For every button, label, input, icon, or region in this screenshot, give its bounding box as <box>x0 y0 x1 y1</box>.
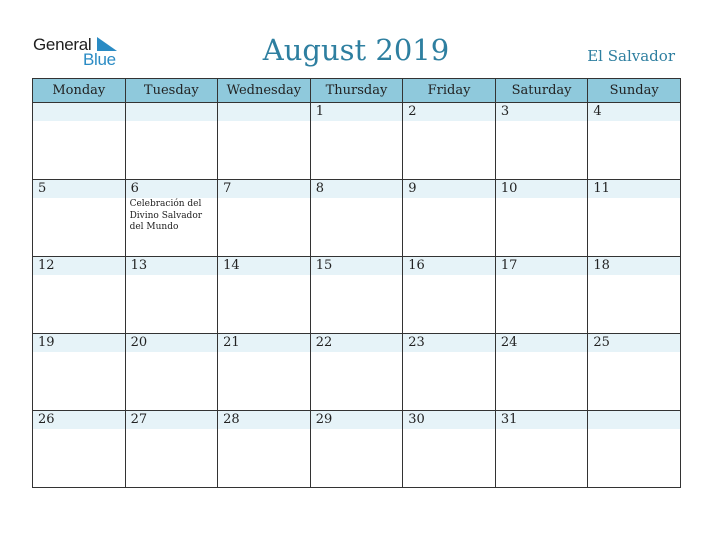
day-number: 29 <box>315 412 333 427</box>
day-cell <box>403 103 496 180</box>
day-cell <box>403 411 496 488</box>
day-number-band <box>588 103 680 121</box>
week-row <box>33 411 681 488</box>
day-number-band <box>311 103 403 121</box>
day-cell <box>495 334 588 411</box>
day-cell <box>33 103 126 180</box>
day-number-band <box>496 103 588 121</box>
weekday-tuesday: Tuesday <box>125 79 218 103</box>
day-number-band <box>126 103 218 121</box>
day-cell <box>310 257 403 334</box>
day-number: 23 <box>408 335 425 350</box>
day-number: 1 <box>315 104 324 119</box>
day-cell <box>310 180 403 257</box>
weekday-friday: Friday <box>403 79 496 103</box>
day-number: 27 <box>130 412 148 427</box>
day-number-band <box>311 180 403 198</box>
day-number: 8 <box>315 181 324 196</box>
day-cell <box>125 411 218 488</box>
calendar-title: August 2019 <box>262 33 450 67</box>
day-cell <box>33 257 126 334</box>
week-row <box>33 180 681 257</box>
day-cell <box>125 180 218 257</box>
day-cell <box>218 411 311 488</box>
day-cell <box>218 180 311 257</box>
day-number: 30 <box>408 412 425 427</box>
day-cell <box>495 103 588 180</box>
day-number-band <box>126 180 218 198</box>
weekday-sunday: Sunday <box>588 79 681 103</box>
day-number: 15 <box>315 258 333 273</box>
day-number: 20 <box>130 335 148 350</box>
day-number: 28 <box>223 412 240 427</box>
day-number: 21 <box>223 335 240 350</box>
weekday-header-row <box>33 79 681 103</box>
week-row <box>33 334 681 411</box>
day-cell <box>495 411 588 488</box>
logo-text-blue: Blue <box>83 50 116 69</box>
day-number: 14 <box>223 258 240 273</box>
day-cell <box>495 257 588 334</box>
day-cell <box>218 334 311 411</box>
weekday-monday: Monday <box>33 79 126 103</box>
weekday-thursday: Thursday <box>310 79 403 103</box>
week-row <box>33 257 681 334</box>
calendar-grid <box>32 78 681 488</box>
day-number: 22 <box>315 335 333 350</box>
day-cell <box>403 180 496 257</box>
day-number: 12 <box>38 258 55 273</box>
day-cell <box>588 257 681 334</box>
day-cell <box>588 103 681 180</box>
day-number-band <box>33 180 125 198</box>
day-number: 3 <box>500 104 510 119</box>
day-number: 16 <box>408 258 425 273</box>
day-number-band <box>218 180 310 198</box>
day-number: 31 <box>500 412 518 427</box>
holiday-event: Celebración del Divino Salvador del Mundo <box>129 199 203 232</box>
logo-text-general: General <box>33 35 92 54</box>
day-cell <box>218 257 311 334</box>
day-cell <box>310 411 403 488</box>
day-number: 4 <box>593 104 602 119</box>
day-number-band <box>33 103 125 121</box>
day-cell <box>403 257 496 334</box>
day-cell <box>33 334 126 411</box>
day-number-band <box>588 411 680 429</box>
country-label: El Salvador <box>587 47 675 65</box>
weekday-wednesday: Wednesday <box>218 79 311 103</box>
day-number: 9 <box>408 181 417 196</box>
day-cell <box>125 334 218 411</box>
day-cell <box>125 257 218 334</box>
day-cell <box>310 334 403 411</box>
day-number: 26 <box>38 412 55 427</box>
day-cell <box>33 411 126 488</box>
day-cell <box>218 103 311 180</box>
day-number: 17 <box>500 258 518 273</box>
weekday-saturday: Saturday <box>495 79 588 103</box>
day-number-band <box>403 103 495 121</box>
day-cell <box>588 180 681 257</box>
day-cell <box>588 334 681 411</box>
day-cell <box>33 180 126 257</box>
week-row <box>33 103 681 180</box>
day-cell <box>125 103 218 180</box>
day-number: 25 <box>593 335 610 350</box>
day-number: 24 <box>500 335 518 350</box>
day-cell <box>495 180 588 257</box>
day-number: 2 <box>408 104 417 119</box>
day-number: 19 <box>38 335 55 350</box>
day-number: 7 <box>223 181 232 196</box>
day-cell <box>310 103 403 180</box>
day-cell <box>588 411 681 488</box>
day-number: 5 <box>38 181 47 196</box>
day-number-band <box>218 103 310 121</box>
day-number: 13 <box>130 258 148 273</box>
day-cell <box>403 334 496 411</box>
day-number: 6 <box>130 181 139 196</box>
day-number: 18 <box>593 258 610 273</box>
day-number-band <box>403 180 495 198</box>
day-number: 10 <box>500 181 518 196</box>
day-number: 11 <box>593 181 610 196</box>
calendar-body <box>33 103 681 488</box>
